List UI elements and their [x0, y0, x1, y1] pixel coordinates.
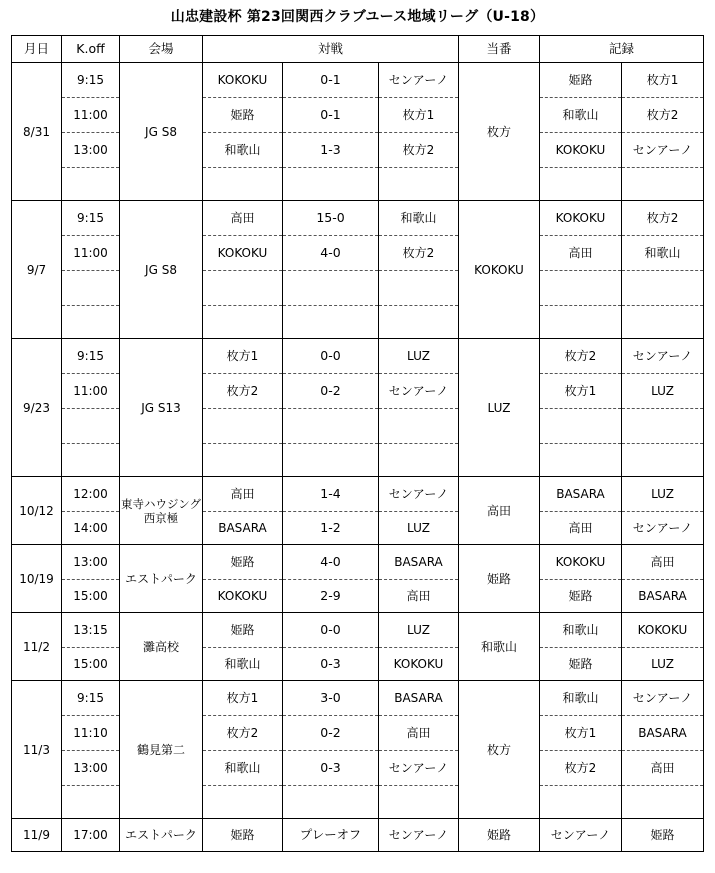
home-team: 高田	[203, 477, 283, 512]
match-date: 9/7	[12, 201, 62, 339]
record-team-2: 高田	[622, 545, 704, 580]
record-team-2: センアーノ	[622, 681, 704, 716]
away-team: センアーノ	[379, 819, 459, 852]
kickoff-time: 15:00	[62, 648, 120, 681]
match-date: 10/12	[12, 477, 62, 545]
kickoff-time	[62, 168, 120, 201]
kickoff-time: 15:00	[62, 580, 120, 613]
home-team	[203, 168, 283, 201]
kickoff-time: 9:15	[62, 681, 120, 716]
kickoff-time: 9:15	[62, 339, 120, 374]
duty-team: KOKOKU	[459, 201, 540, 339]
match-row	[12, 133, 704, 168]
match-date: 8/31	[12, 63, 62, 201]
match-score: 0-3	[283, 751, 379, 786]
record-team-1	[540, 306, 622, 339]
record-team-2: LUZ	[622, 648, 704, 681]
match-row	[12, 613, 704, 648]
match-row	[12, 374, 704, 409]
away-team	[379, 168, 459, 201]
duty-team: 姫路	[459, 819, 540, 852]
home-team	[203, 271, 283, 306]
home-team: KOKOKU	[203, 236, 283, 271]
away-team	[379, 786, 459, 819]
match-row	[12, 648, 704, 681]
home-team: 姫路	[203, 819, 283, 852]
away-team: センアーノ	[379, 477, 459, 512]
away-team	[379, 306, 459, 339]
match-row	[12, 786, 704, 819]
record-team-2	[622, 786, 704, 819]
kickoff-time: 9:15	[62, 201, 120, 236]
match-row	[12, 819, 704, 852]
record-team-1: 高田	[540, 236, 622, 271]
record-team-2	[622, 306, 704, 339]
away-team	[379, 409, 459, 444]
record-team-1: 姫路	[540, 63, 622, 98]
home-team: 和歌山	[203, 751, 283, 786]
record-team-2: 枚方2	[622, 98, 704, 133]
match-score: 2-9	[283, 580, 379, 613]
home-team: 和歌山	[203, 133, 283, 168]
match-score: 0-0	[283, 613, 379, 648]
away-team	[379, 444, 459, 477]
match-score	[283, 271, 379, 306]
record-team-2	[622, 271, 704, 306]
kickoff-time: 12:00	[62, 477, 120, 512]
record-team-1: 枚方2	[540, 751, 622, 786]
home-team	[203, 786, 283, 819]
away-team: 枚方2	[379, 133, 459, 168]
kickoff-time: 11:00	[62, 236, 120, 271]
kickoff-time	[62, 306, 120, 339]
record-team-2: KOKOKU	[622, 613, 704, 648]
match-date: 10/19	[12, 545, 62, 613]
record-team-2: 和歌山	[622, 236, 704, 271]
match-score: 0-1	[283, 63, 379, 98]
kickoff-time: 13:00	[62, 545, 120, 580]
match-venue: エストパーク	[120, 819, 203, 852]
match-row	[12, 63, 704, 98]
record-team-1: KOKOKU	[540, 545, 622, 580]
match-score	[283, 409, 379, 444]
match-score: 3-0	[283, 681, 379, 716]
home-team: 枚方1	[203, 339, 283, 374]
match-row	[12, 512, 704, 545]
record-team-2: BASARA	[622, 716, 704, 751]
record-team-1: 枚方2	[540, 339, 622, 374]
record-team-2: 枚方1	[622, 63, 704, 98]
record-team-1: KOKOKU	[540, 133, 622, 168]
record-team-1	[540, 444, 622, 477]
match-score: 0-0	[283, 339, 379, 374]
match-row	[12, 306, 704, 339]
match-row	[12, 545, 704, 580]
home-team: BASARA	[203, 512, 283, 545]
home-team: 枚方1	[203, 681, 283, 716]
home-team	[203, 409, 283, 444]
kickoff-time: 11:10	[62, 716, 120, 751]
away-team: LUZ	[379, 613, 459, 648]
home-team: KOKOKU	[203, 580, 283, 613]
duty-team: 和歌山	[459, 613, 540, 681]
match-row	[12, 716, 704, 751]
header-record: 記録	[540, 36, 704, 63]
home-team: 高田	[203, 201, 283, 236]
away-team: センアーノ	[379, 374, 459, 409]
match-score: 4-0	[283, 236, 379, 271]
match-venue: エストパーク	[120, 545, 203, 613]
match-date: 9/23	[12, 339, 62, 477]
home-team: 枚方2	[203, 716, 283, 751]
kickoff-time: 13:00	[62, 751, 120, 786]
away-team: KOKOKU	[379, 648, 459, 681]
header-match: 対戦	[203, 36, 459, 63]
schedule-table	[11, 35, 704, 852]
record-team-2: 姫路	[622, 819, 704, 852]
away-team: 高田	[379, 716, 459, 751]
away-team: 枚方1	[379, 98, 459, 133]
record-team-2: センアーノ	[622, 339, 704, 374]
match-venue: 鶴見第二	[120, 681, 203, 819]
kickoff-time: 13:00	[62, 133, 120, 168]
record-team-2: 枚方2	[622, 201, 704, 236]
away-team: LUZ	[379, 339, 459, 374]
away-team: BASARA	[379, 681, 459, 716]
schedule-body	[12, 63, 704, 852]
header-date: 月日	[12, 36, 62, 63]
duty-team: 枚方	[459, 63, 540, 201]
match-row	[12, 339, 704, 374]
away-team: センアーノ	[379, 63, 459, 98]
record-team-1: 姫路	[540, 648, 622, 681]
page-title: 山忠建設杯 第23回関西クラブユース地域リーグ（U-18）	[170, 9, 545, 25]
record-team-1: 枚方1	[540, 374, 622, 409]
record-team-1: 和歌山	[540, 98, 622, 133]
venue-line: 西京極	[143, 510, 179, 525]
header-row	[12, 36, 704, 63]
match-date: 11/2	[12, 613, 62, 681]
record-team-1: センアーノ	[540, 819, 622, 852]
kickoff-time	[62, 786, 120, 819]
match-venue	[120, 477, 203, 545]
record-team-1	[540, 409, 622, 444]
duty-team: LUZ	[459, 339, 540, 477]
home-team	[203, 444, 283, 477]
away-team: LUZ	[379, 512, 459, 545]
match-row	[12, 409, 704, 444]
record-team-2: センアーノ	[622, 512, 704, 545]
header-venue: 会場	[120, 36, 203, 63]
record-team-1: KOKOKU	[540, 201, 622, 236]
match-score: 0-2	[283, 374, 379, 409]
kickoff-time	[62, 271, 120, 306]
kickoff-time: 14:00	[62, 512, 120, 545]
home-team: 姫路	[203, 545, 283, 580]
away-team: センアーノ	[379, 751, 459, 786]
record-team-1	[540, 786, 622, 819]
home-team: 枚方2	[203, 374, 283, 409]
match-score: 0-1	[283, 98, 379, 133]
match-venue: JG S8	[120, 63, 203, 201]
match-row	[12, 271, 704, 306]
match-row	[12, 168, 704, 201]
away-team: 高田	[379, 580, 459, 613]
header-duty: 当番	[459, 36, 540, 63]
match-venue: 灘高校	[120, 613, 203, 681]
home-team: 姫路	[203, 613, 283, 648]
away-team: 枚方2	[379, 236, 459, 271]
kickoff-time	[62, 444, 120, 477]
match-row	[12, 477, 704, 512]
record-team-2: LUZ	[622, 477, 704, 512]
match-score: 1-3	[283, 133, 379, 168]
match-score	[283, 306, 379, 339]
kickoff-time: 13:15	[62, 613, 120, 648]
venue-line: 東寺ハウジング	[121, 496, 201, 511]
duty-team: 枚方	[459, 681, 540, 819]
away-team: 和歌山	[379, 201, 459, 236]
home-team	[203, 306, 283, 339]
record-team-2: センアーノ	[622, 133, 704, 168]
record-team-2	[622, 168, 704, 201]
match-row	[12, 444, 704, 477]
match-score: プレーオフ	[283, 819, 379, 852]
home-team: 和歌山	[203, 648, 283, 681]
match-score: 15-0	[283, 201, 379, 236]
match-date: 11/9	[12, 819, 62, 852]
match-row	[12, 236, 704, 271]
match-date: 11/3	[12, 681, 62, 819]
record-team-1: 和歌山	[540, 613, 622, 648]
kickoff-time: 17:00	[62, 819, 120, 852]
match-row	[12, 751, 704, 786]
header-koff: K.off	[62, 36, 120, 63]
record-team-1: 枚方1	[540, 716, 622, 751]
away-team: BASARA	[379, 545, 459, 580]
record-team-1: 和歌山	[540, 681, 622, 716]
record-team-2: LUZ	[622, 374, 704, 409]
match-score: 1-2	[283, 512, 379, 545]
match-score: 1-4	[283, 477, 379, 512]
home-team: 姫路	[203, 98, 283, 133]
kickoff-time: 11:00	[62, 98, 120, 133]
match-row	[12, 98, 704, 133]
match-row	[12, 681, 704, 716]
match-score: 0-3	[283, 648, 379, 681]
match-venue: JG S8	[120, 201, 203, 339]
kickoff-time	[62, 409, 120, 444]
record-team-2	[622, 444, 704, 477]
match-score	[283, 786, 379, 819]
match-score	[283, 444, 379, 477]
home-team: KOKOKU	[203, 63, 283, 98]
record-team-1: BASARA	[540, 477, 622, 512]
record-team-2: 高田	[622, 751, 704, 786]
record-team-1	[540, 168, 622, 201]
match-row	[12, 201, 704, 236]
kickoff-time: 9:15	[62, 63, 120, 98]
match-venue: JG S13	[120, 339, 203, 477]
match-score: 0-2	[283, 716, 379, 751]
record-team-2	[622, 409, 704, 444]
record-team-2: BASARA	[622, 580, 704, 613]
record-team-1: 姫路	[540, 580, 622, 613]
kickoff-time: 11:00	[62, 374, 120, 409]
match-score	[283, 168, 379, 201]
record-team-1	[540, 271, 622, 306]
match-row	[12, 580, 704, 613]
record-team-1: 高田	[540, 512, 622, 545]
duty-team: 姫路	[459, 545, 540, 613]
away-team	[379, 271, 459, 306]
match-score: 4-0	[283, 545, 379, 580]
duty-team: 高田	[459, 477, 540, 545]
